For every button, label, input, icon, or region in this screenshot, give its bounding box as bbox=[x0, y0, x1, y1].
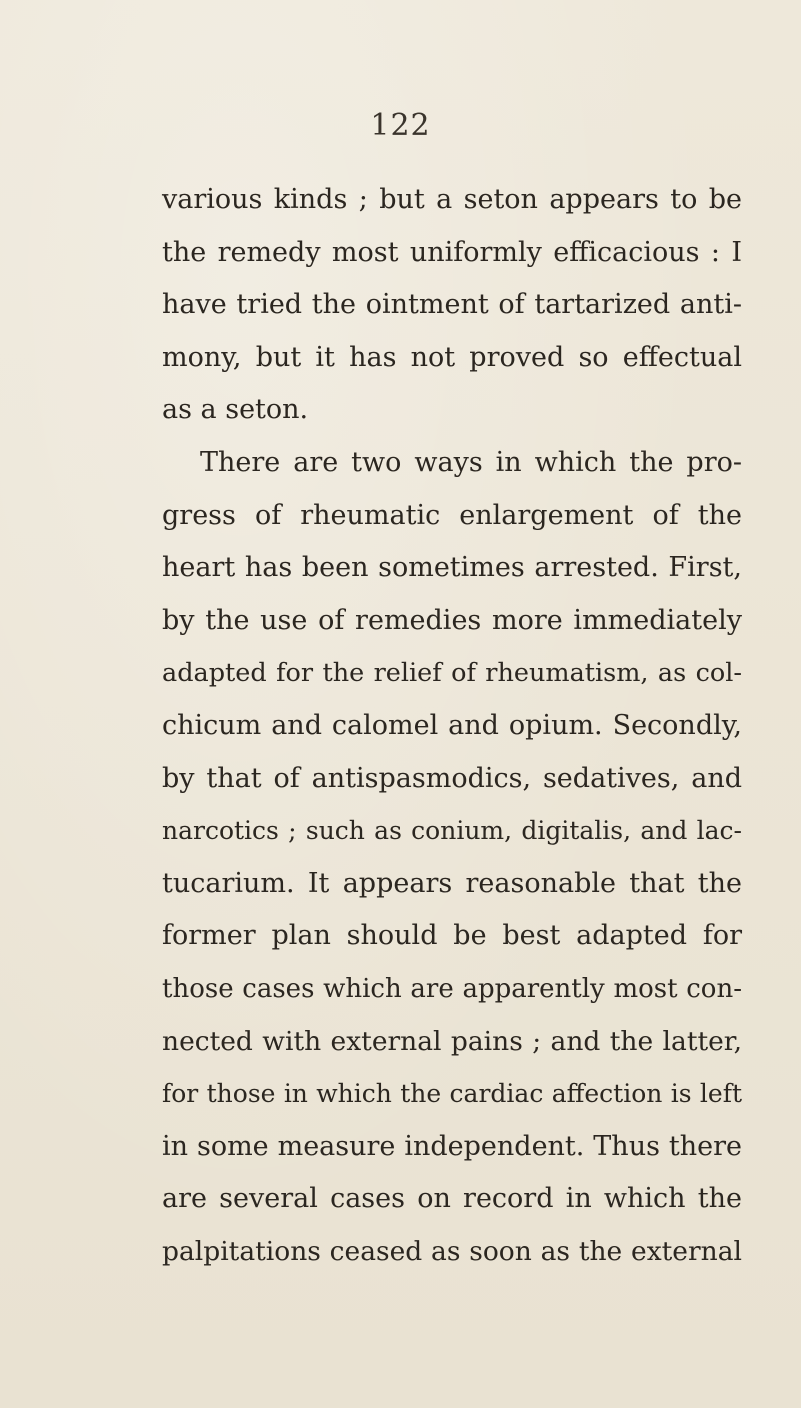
text-line: gress of rheumatic enlargement of the bbox=[162, 499, 742, 531]
text-line: by the use of remedies more immediately bbox=[162, 604, 742, 636]
text-line: There are two ways in which the pro- bbox=[200, 446, 742, 478]
text-line: for those in which the cardiac affection is left bbox=[162, 1079, 742, 1109]
body-text bbox=[162, 174, 742, 1278]
page-number: 122 bbox=[370, 108, 431, 143]
text-line: as a seton. bbox=[162, 394, 309, 426]
text-line: those cases which are apparently most con- bbox=[162, 973, 742, 1004]
text-line: various kinds ; but a seton appears to be bbox=[162, 184, 742, 215]
text-line: by that of antispasmodics, sedatives, and bbox=[162, 762, 742, 794]
text-line: the remedy most uniformly efficacious : I bbox=[162, 236, 742, 268]
text-line: in some measure independent. Thus there bbox=[162, 1130, 742, 1162]
text-line: adapted for the relief of rheumatism, as col- bbox=[162, 658, 742, 689]
text-line: chicum and calomel and opium. Secondly, bbox=[162, 709, 742, 741]
text-line: have tried the ointment of tartarized anti- bbox=[162, 289, 742, 321]
text-line: mony, but it has not proved so effectual bbox=[162, 341, 742, 373]
text-line: narcotics ; such as conium, digitalis, and lac- bbox=[162, 816, 742, 846]
text-line: are several cases on record in which the bbox=[162, 1183, 742, 1215]
text-line: palpitations ceased as soon as the external bbox=[162, 1235, 742, 1267]
text-line: heart has been sometimes arrested. First, bbox=[162, 552, 742, 584]
text-line: nected with external pains ; and the latter, bbox=[162, 1025, 742, 1057]
text-line: former plan should be best adapted for bbox=[162, 920, 742, 952]
text-line: tucarium. It appears reasonable that the bbox=[162, 867, 742, 899]
